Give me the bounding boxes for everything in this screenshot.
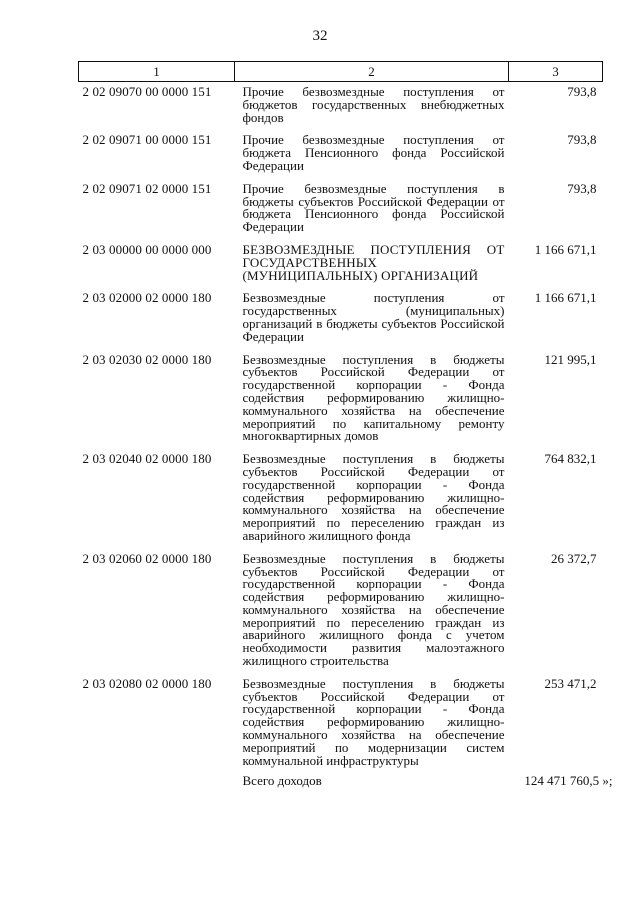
revenue-sum: 764 832,1 <box>544 451 597 467</box>
revenue-name: Безвозмездные поступления в бюджеты субъектов Российской Федерации от государственной корпорации - Фонда содействия реформированию жилищно-коммунального хозяйства на обеспечение мероприятий по переселению граждан из аварийного жилищного фонда с учетом необходимости развития малоэтажного жилищного строительства <box>242 550 505 669</box>
table-row <box>79 449 603 549</box>
budget-code: 2 02 09071 00 0000 151 <box>82 132 212 148</box>
column-header-code: 1 <box>79 62 235 82</box>
total-code-cell <box>79 773 235 794</box>
total-label: Всего доходов <box>242 773 322 789</box>
column-header-sum: 3 <box>509 62 603 82</box>
table-row <box>79 179 603 240</box>
budget-code: 2 03 02030 02 0000 180 <box>82 351 212 367</box>
revenue-name: Прочие безвозмездные поступления в бюджеты субъектов Российской Федерации от бюджета Пенсионного фонда Российской Федерации <box>242 180 505 235</box>
budget-code: 2 03 02060 02 0000 180 <box>82 550 212 566</box>
column-header-name: 2 <box>235 62 509 82</box>
table-row <box>79 288 603 349</box>
budget-code: 2 03 02040 02 0000 180 <box>82 451 212 467</box>
table-row <box>79 549 603 674</box>
revenue-name: Безвозмездные поступления в бюджеты субъектов Российской Федерации от государственной корпорации - Фонда содействия реформированию жилищно-коммунального хозяйства на обеспечение мероприятий по переселению граждан из аварийного жилищного фонда <box>242 451 505 543</box>
total-sum: 124 471 760,5 »; <box>524 773 613 789</box>
revenue-table <box>78 61 613 794</box>
revenue-name: Прочие безвозмездные поступления от бюджетов государственных внебюджетных фондов <box>242 84 505 125</box>
revenue-sum: 121 995,1 <box>544 351 597 367</box>
revenue-sum: 253 471,2 <box>544 675 597 691</box>
budget-code: 2 03 02080 02 0000 180 <box>82 675 212 691</box>
revenue-sum: 26 372,7 <box>551 550 597 566</box>
table-row <box>79 130 603 178</box>
table-row <box>79 350 603 450</box>
revenue-sum: 793,8 <box>567 180 597 196</box>
revenue-sum: 793,8 <box>567 84 597 99</box>
table-row <box>79 240 603 288</box>
revenue-name: Безвозмездные поступления в бюджеты субъектов Российской Федерации от государственной корпорации - Фонда содействия реформированию жилищно-коммунального хозяйства на обеспечение мероприятий по модернизации систем коммунальной инфраструктуры <box>242 675 505 768</box>
revenue-sum: 1 166 671,1 <box>534 290 597 306</box>
total-row <box>79 773 603 794</box>
budget-code: 2 02 09071 02 0000 151 <box>82 180 212 196</box>
total-sum-cell <box>509 773 613 794</box>
page-number: 32 <box>312 28 328 44</box>
table-header-row <box>79 62 603 82</box>
revenue-name: Безвозмездные поступления в бюджеты субъектов Российской Федерации от государственной корпорации - Фонда содействия реформированию жилищно-коммунального хозяйства на обеспечение мероприятий по капитальному ремонту многоквартирных домов <box>242 351 505 444</box>
budget-code: 2 02 09070 00 0000 151 <box>82 84 212 99</box>
revenue-sum: 793,8 <box>567 132 597 148</box>
revenue-name: БЕЗВОЗМЕЗДНЫЕ ПОСТУПЛЕНИЯ ОТ ГОСУДАРСТВЕННЫХ (МУНИЦИПАЛЬНЫХ) ОРГАНИЗАЦИЙ <box>242 241 505 283</box>
budget-code: 2 03 00000 00 0000 000 <box>82 241 212 257</box>
budget-code: 2 03 02000 02 0000 180 <box>82 290 212 306</box>
revenue-sum: 1 166 671,1 <box>534 241 597 257</box>
table-row <box>79 82 603 131</box>
revenue-name: Прочие безвозмездные поступления от бюджета Пенсионного фонда Российской Федерации <box>242 132 505 173</box>
table-row <box>79 674 603 774</box>
revenue-name: Безвозмездные поступления от государственных (муниципальных) организаций в бюджеты субъектов Российской Федерации <box>242 290 505 344</box>
